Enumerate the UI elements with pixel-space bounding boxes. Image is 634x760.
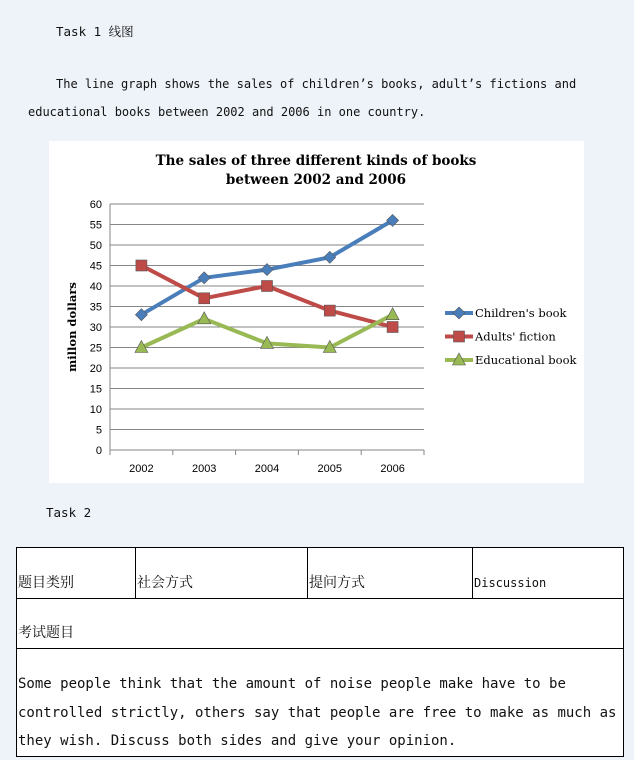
table-cell-question-type-value: Discussion xyxy=(474,576,547,590)
question-line: controlled strictly, others say that people are free to make as much as xyxy=(18,704,617,721)
x-tick-label: 2005 xyxy=(317,463,343,475)
y-tick-label: 20 xyxy=(89,363,102,375)
y-tick-label: 10 xyxy=(89,404,102,416)
question-text xyxy=(18,670,623,756)
table-cell-category-label: 题目类别 xyxy=(17,548,136,598)
table-cell-question-type-label: 提问方式 xyxy=(308,548,473,598)
data-point-educational-book xyxy=(198,312,211,324)
intro-line-1: The line graph shows the sales of children’s books, adult’s fictions and xyxy=(56,77,577,91)
data-point-adults-fiction xyxy=(324,305,335,316)
x-tick-label: 2004 xyxy=(254,463,280,475)
y-tick-label: 45 xyxy=(89,260,102,273)
task1-intro xyxy=(28,70,588,126)
legend-marker-children-s-book xyxy=(453,307,465,319)
legend-marker-adults-fiction xyxy=(454,331,465,342)
task2-table xyxy=(16,547,624,757)
table-row-topic-label xyxy=(17,599,623,649)
y-tick-label: 55 xyxy=(89,219,102,232)
line-chart xyxy=(49,141,584,483)
intro-line-2: educational books between 2002 and 2006 in one country. xyxy=(28,105,426,119)
y-tick-label: 40 xyxy=(89,281,102,293)
table-cell-category-value: 社会方式 xyxy=(136,548,308,598)
y-tick-label: 35 xyxy=(89,301,102,314)
table-row-question xyxy=(17,649,623,756)
data-point-adults-fiction xyxy=(136,260,147,271)
table-row-meta xyxy=(17,548,623,599)
y-tick-label: 50 xyxy=(89,240,102,252)
legend-label: Children's book xyxy=(475,306,567,320)
y-tick-label: 0 xyxy=(95,445,102,457)
data-point-educational-book xyxy=(386,308,399,320)
data-point-adults-fiction xyxy=(387,322,398,333)
task1-title: Task 1 线图 xyxy=(56,24,134,39)
x-tick-label: 2006 xyxy=(380,463,405,475)
data-point-adults-fiction xyxy=(199,293,210,304)
task2-title: Task 2 xyxy=(46,505,92,520)
data-point-adults-fiction xyxy=(262,281,273,292)
legend-label: Adults' fiction xyxy=(475,329,556,344)
legend-label: Educational book xyxy=(475,353,577,367)
y-tick-label: 5 xyxy=(95,424,102,437)
chart-svg xyxy=(49,141,584,483)
chart-title-line-2: between 2002 and 2006 xyxy=(225,172,407,188)
y-tick-label: 30 xyxy=(89,322,102,334)
question-line: Some people think that the amount of noise people make have to be xyxy=(18,676,566,692)
y-tick-label: 15 xyxy=(89,383,102,396)
y-axis-label: millon dollars xyxy=(65,282,79,372)
x-tick-label: 2002 xyxy=(129,463,154,475)
y-tick-label: 25 xyxy=(89,342,102,355)
topic-label: 考试题目 xyxy=(18,625,74,641)
y-tick-label: 60 xyxy=(89,199,102,211)
x-tick-label: 2003 xyxy=(191,463,217,475)
question-line: they wish. Discuss both sides and give your opinion. xyxy=(18,733,457,749)
chart-title-line-1: The sales of three different kinds of books xyxy=(155,153,477,169)
